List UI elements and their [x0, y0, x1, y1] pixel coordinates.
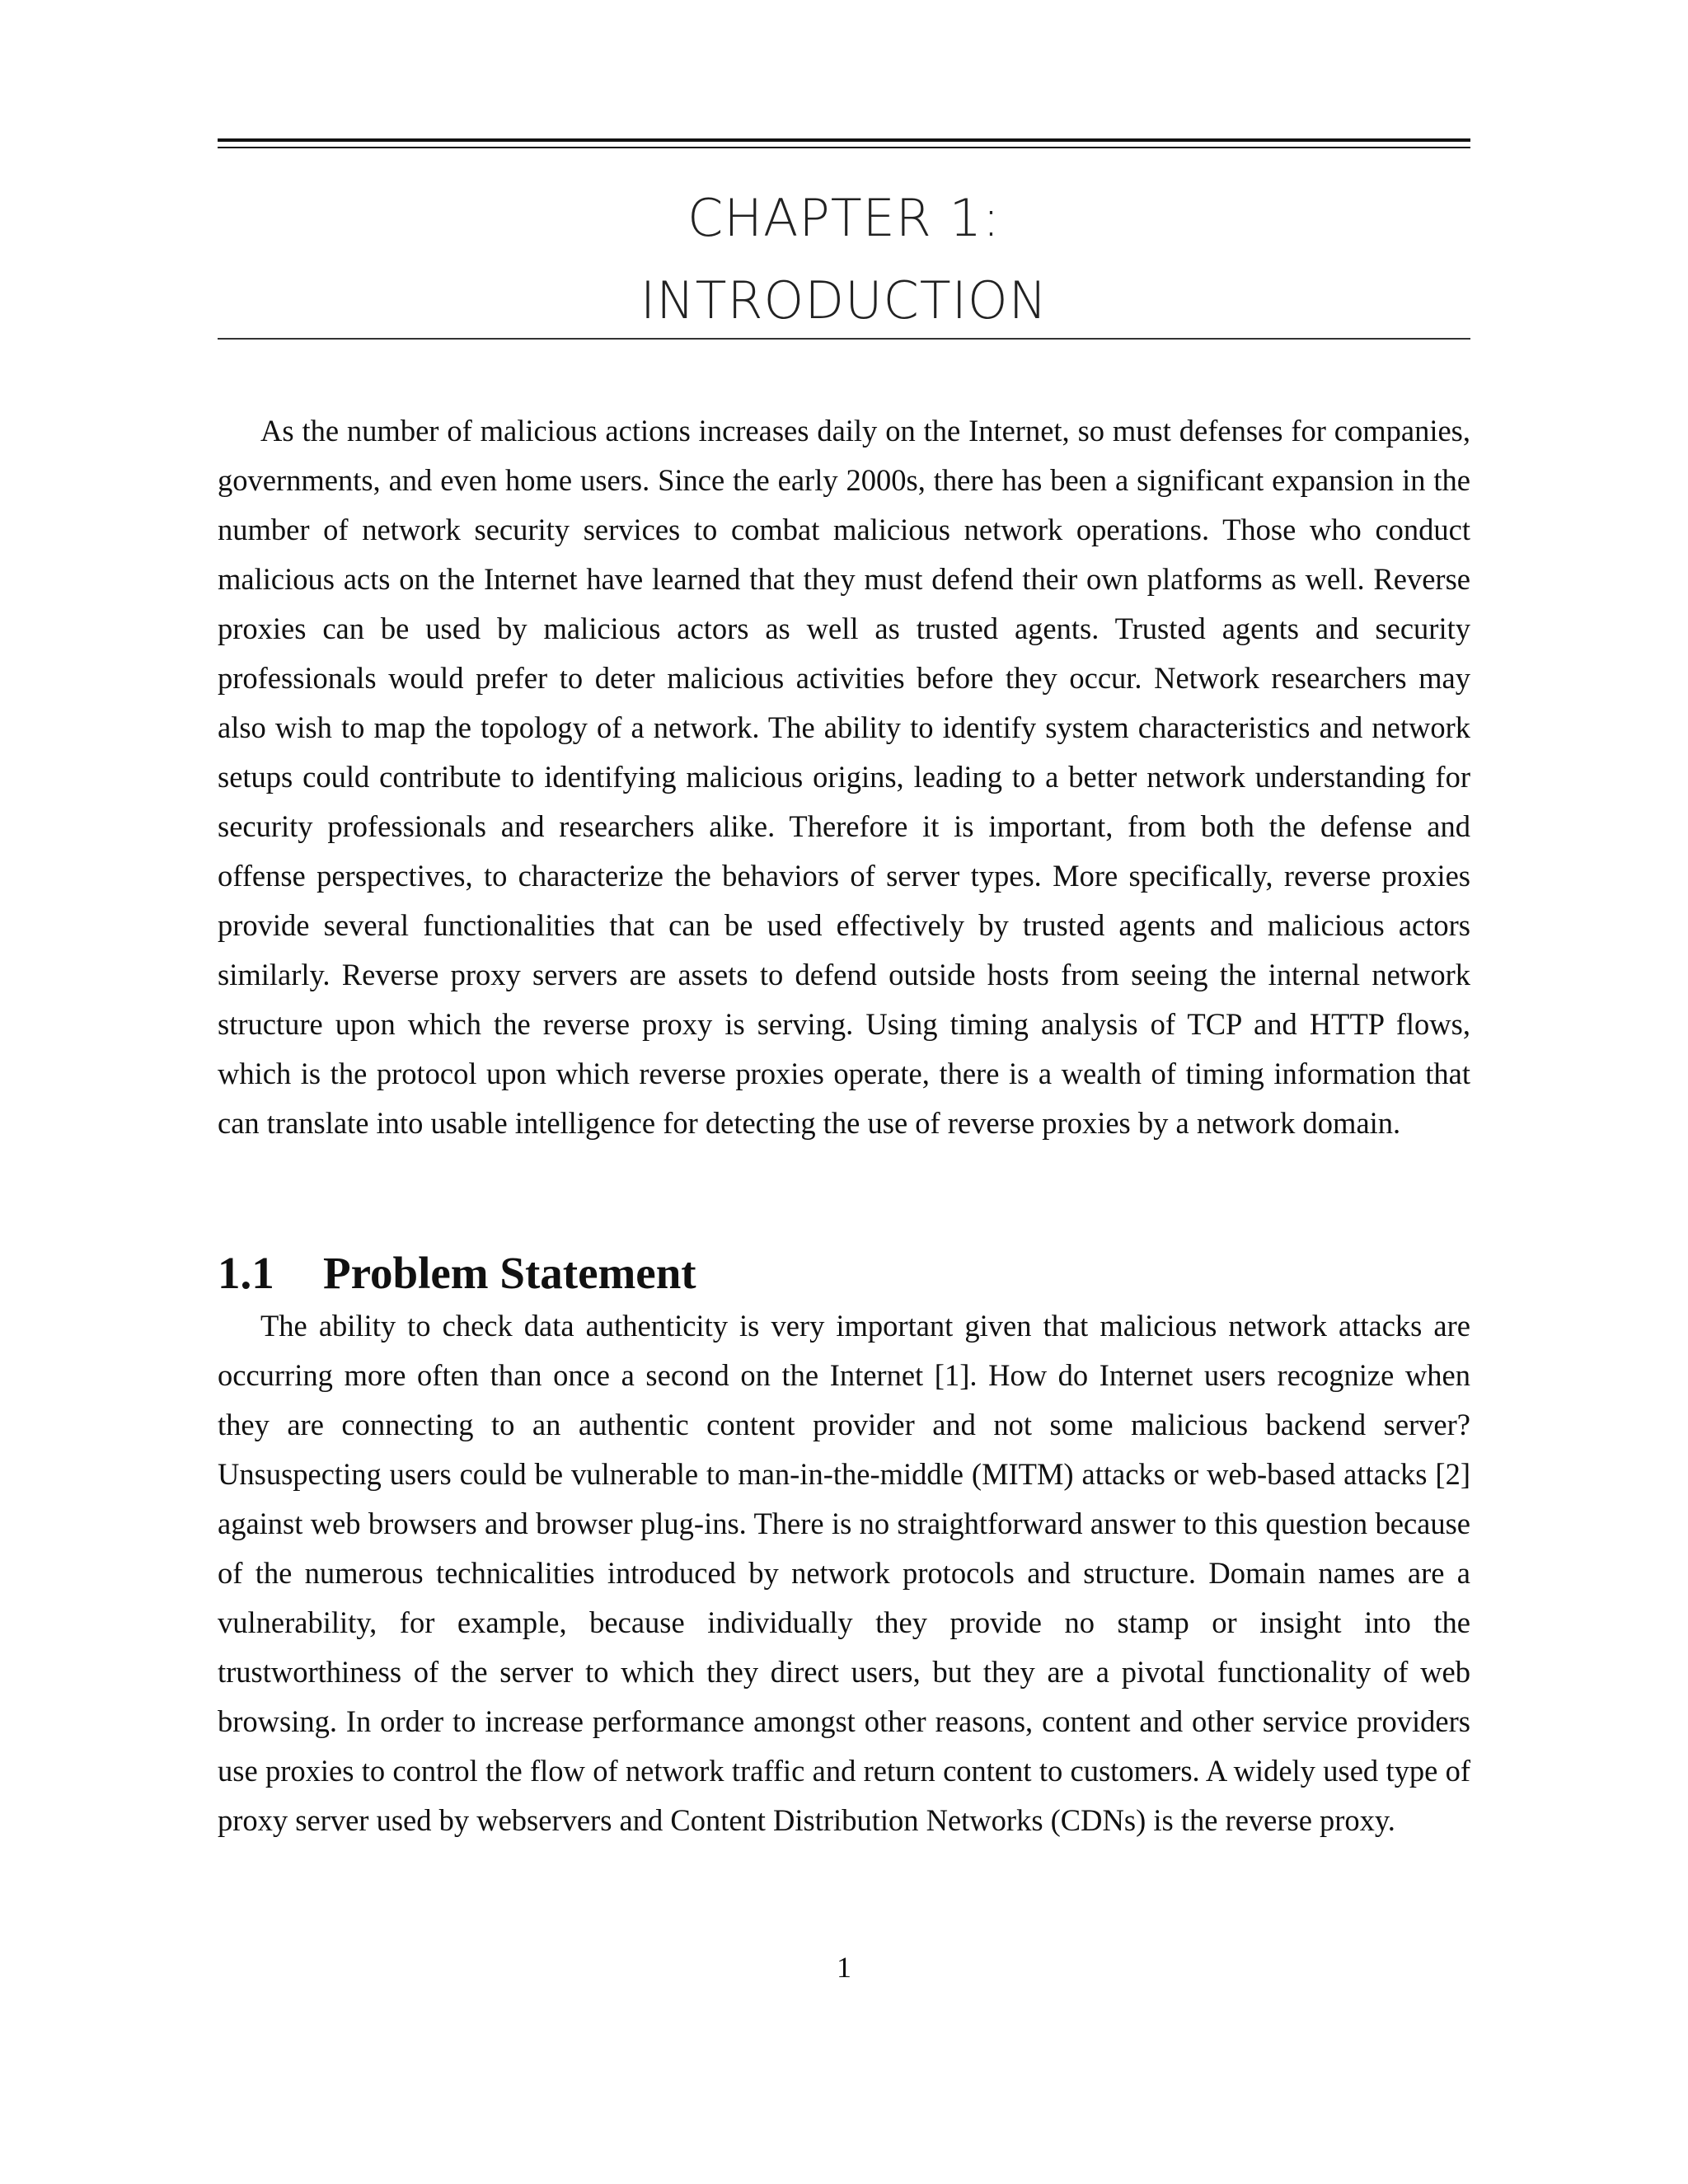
intro-paragraph: As the number of malicious actions increases daily on the Internet, so must defenses for companies, governments, and even home users. Since the early 2000s, there has been a significant expansion in the number of network security services to combat malicious network operations. Those who conduct malicious acts on the Internet have learned that they must defend their own platforms as well. Reverse proxies can be used by malicious actors as well as trusted agents. Trusted agents and security professionals would prefer to deter malicious activities before they occur. Network researchers may also wish to map the topology of a network. The ability to identify system characteristics and network setups could contribute to identifying malicious origins, leading to a better network understanding for security professionals and researchers alike. Therefore it is important, from both the defense and offense perspectives, to characterize the behaviors of server types. More specifically, reverse proxies provide several functionalities that can be used effectively by trusted agents and malicious actors similarly. Reverse proxy servers are assets to defend outside hosts from seeing the internal network structure upon which the reverse proxy is serving. Using timing analysis of TCP and HTTP flows, which is the protocol upon which reverse proxies operate, there is a wealth of timing information that can translate into usable intelligence for detecting the use of reverse proxies by a network domain. [218, 414, 1470, 1140]
title-underline-rule [218, 338, 1470, 340]
page-number: 1 [837, 1951, 851, 1984]
top-double-rule-thin [218, 147, 1470, 148]
chapter-title [218, 177, 1470, 342]
problem-statement-paragraph: The ability to check data authenticity is very important given that malicious network attacks are occurring more often than once a second on the Internet [1]. How do Internet users recognize when they are connecting to an authentic content provider and not some malicious backend server? Unsuspecting users could be vulnerable to man-in-the-middle (MITM) attacks or web-based attacks [2] against web browsers and browser plug-ins. There is no straightforward answer to this question because of the numerous technicalities introduced by network protocols and structure. Domain names are a vulnerability, for example, because individually they provide no stamp or insight into the trustworthiness of the server to which they direct users, but they are a pivotal functionality of web browsing. In order to increase performance amongst other reasons, content and other service providers use proxies to control the flow of network traffic and return content to customers. A widely used type of proxy server used by webservers and Content Distribution Networks (CDNs) is the reverse proxy. [218, 1309, 1470, 1837]
chapter-name: INTRODUCTION [640, 270, 1048, 330]
top-double-rule-thick [218, 138, 1470, 142]
section-heading [218, 1244, 696, 1302]
chapter-number: CHAPTER 1: [687, 188, 1001, 248]
section-title: Problem Statement [323, 1248, 696, 1298]
section-number: 1.1 [218, 1248, 274, 1298]
